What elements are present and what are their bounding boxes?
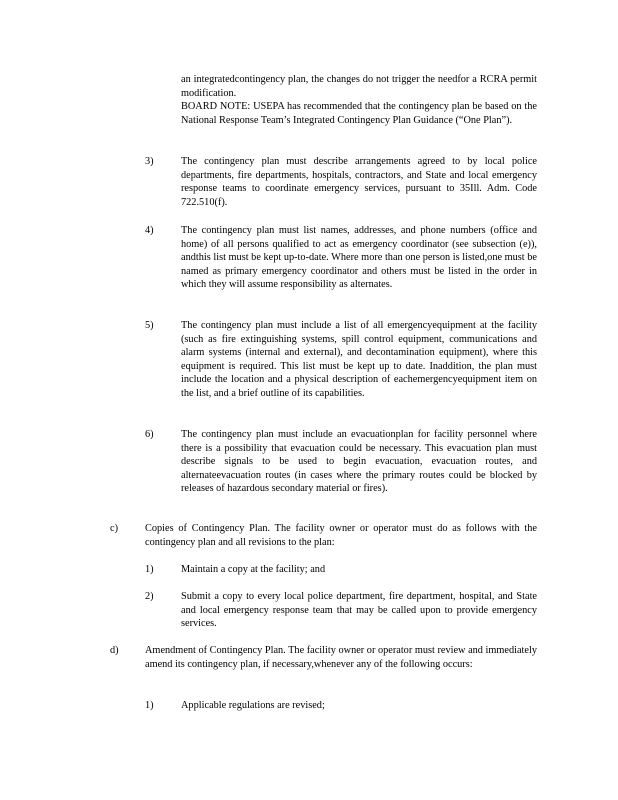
section-c-marker: c) — [110, 523, 118, 534]
section-d-subitem-1 — [145, 699, 537, 713]
item-number: 4) — [145, 225, 154, 236]
section-c-subitem-1 — [145, 563, 537, 577]
subitem-number: 2) — [145, 591, 154, 602]
list-item — [145, 319, 537, 401]
subitem-number: 1) — [145, 700, 154, 711]
subitem-text: Applicable regulations are revised; — [181, 700, 325, 711]
board-note-paragraph: BOARD NOTE: USEPA has recommended that the contingency plan be based on the National Response Team’s Integrated Contingency Plan Guidance (“One Plan”). — [181, 101, 537, 126]
item-text: The contingency plan must describe arrangements agreed to by local police departments, fire departments, hospitals, contractors, and State and local emergency response teams to coordinate emergency services, pursuant to 35Ill. Adm. Code 722.510(f). — [181, 156, 537, 208]
list-item — [145, 224, 537, 292]
subitem-text: Submit a copy to every local police department, fire department, hospital, and State and local emergency response team that may be called upon to provide emergency services. — [181, 591, 537, 630]
section-d-marker: d) — [110, 645, 119, 656]
item-text: The contingency plan must include an evacuationplan for facility personnel where there is a possibility that evacuation could be necessary. This evacuation plan must describe signals to be used to begin evacuation, evacuation routes, and alternateevacuation routes (in cases where the primary routes could be blocked by releases of hazardous secondary material or fires). — [181, 429, 537, 495]
section-d-text: Amendment of Contingency Plan. The facility owner or operator must review and immediately amend its contingency plan, if necessary,whenever any of the following occurs: — [145, 645, 537, 670]
item-number: 3) — [145, 156, 154, 167]
item-number: 6) — [145, 429, 154, 440]
list-item — [145, 155, 537, 209]
section-c-text: Copies of Contingency Plan. The facility owner or operator must do as follows with the contingency plan and all revisions to the plan: — [145, 523, 537, 548]
section-c-subitem-2 — [145, 590, 537, 631]
list-item — [145, 428, 537, 496]
item-number: 5) — [145, 320, 154, 331]
section-c — [110, 522, 537, 549]
section-d — [110, 644, 537, 671]
item-text: The contingency plan must list names, addresses, and phone numbers (office and home) of all persons qualified to act as emergency coordinator (see subsection (e)), andthis list must be kept up-to-date. Where more than one person is listed,one must be named as primary emergency coordinator and others must be listed in the order in which they will assume responsibility as alternates. — [181, 225, 537, 291]
item-text: The contingency plan must include a list of all emergencyequipment at the facility (such as fire extinguishing systems, spill control equipment, communications and alarm systems (internal and external), and decontamination equipment), where this equipment is required. This list must be kept up to date. Inaddition, the plan must include the location and a physical description of eachemergencyequipment item on the list, and a brief outline of its capabilities. — [181, 320, 537, 399]
subitem-text: Maintain a copy at the facility; and — [181, 564, 326, 575]
continuation-paragraph: an integratedcontingency plan, the changes do not trigger the needfor a RCRA permit modification. — [181, 74, 537, 99]
subitem-number: 1) — [145, 564, 154, 575]
